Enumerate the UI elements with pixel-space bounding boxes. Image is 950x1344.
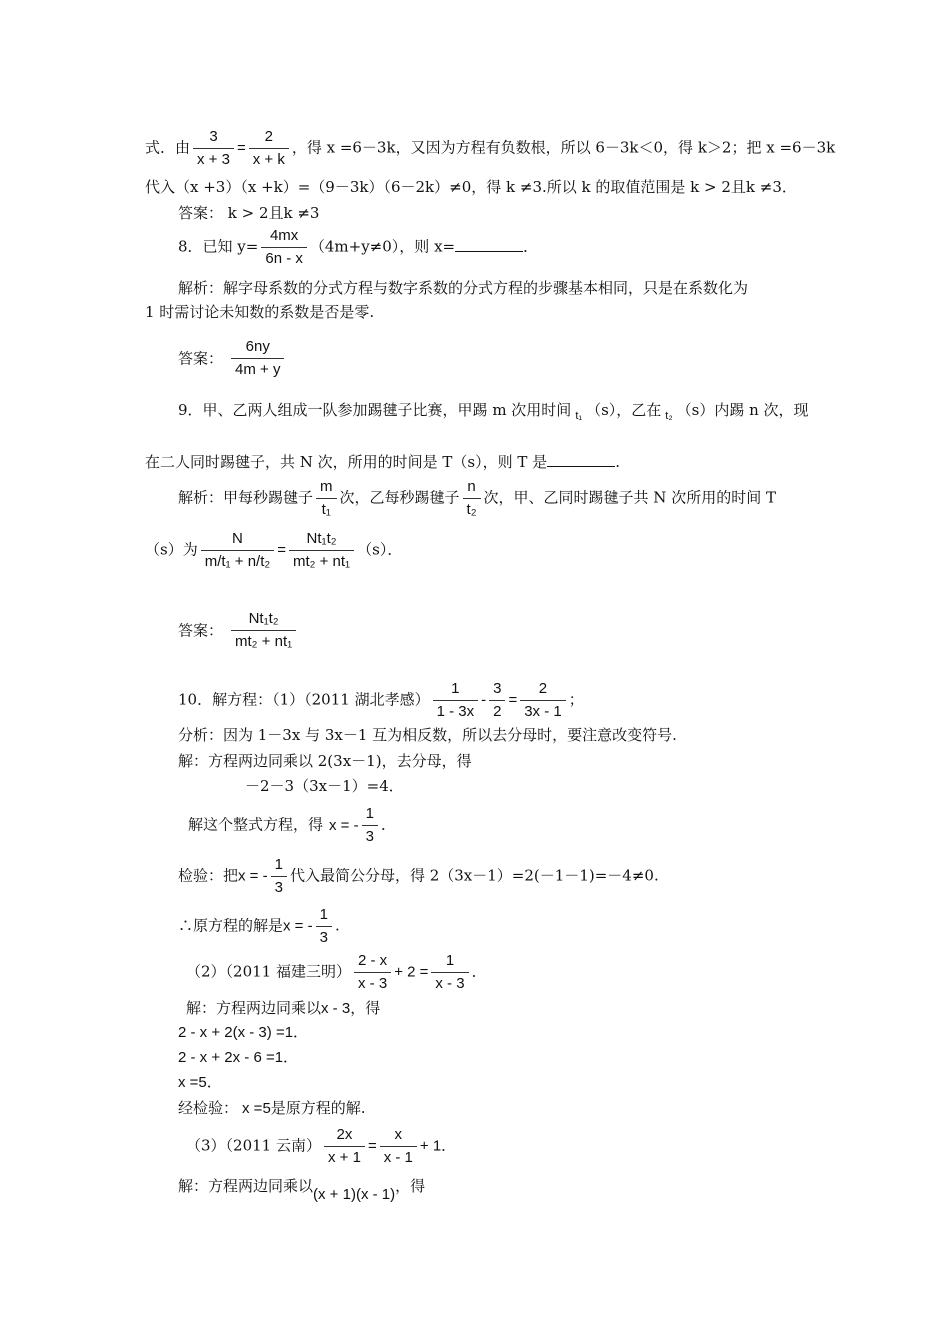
solution-step: 2 - x + 2x - 6 =1． — [178, 1049, 299, 1066]
text: 式．由 — [145, 138, 191, 157]
solution-step: x =5． — [178, 1074, 222, 1091]
fraction: $\frac{2}{x + k}$ — [249, 128, 289, 169]
answer-blank[interactable] — [547, 452, 615, 467]
solution-line: 解这个整式方程，得 x = - $\frac{1}{3}$ ． — [188, 805, 396, 845]
analysis-result: （s）为 $\frac{N}{\text{m/t₁ + n/t₂}}$ = $\frac{\text{Nt₁t₂}}{\text{mt₂ + nt₁}}$ （s）． — [145, 530, 403, 570]
analysis-line: 1 时需讨论未知数的系数是否是零. — [145, 303, 375, 321]
question-9: 9．甲、乙两人组成一队参加踢毽子比赛，甲踢 m 次用时间 $_{t_1}$ （s），乙在 $_{t_2}$ （s）内踢 n 次，现 — [178, 401, 809, 422]
question-8: 8．已知 y= $\frac{4mx}{6n - x}$ （4m+y≠0），则 x= ． — [178, 227, 539, 267]
answer-blank[interactable] — [455, 237, 523, 252]
answer-line: 答案： $\frac{6ny}{4m + y}$ — [178, 338, 287, 379]
solution-step: 2 - x + 2(x - 3) =1． — [178, 1024, 309, 1041]
analysis-line: 解析：甲每秒踢毽子 $\frac{m}{\text{t₁}}$ 次，乙每秒踢毽子 $\frac{n}{\text{t₂}}$ 次，甲、乙同时踢毽子共 N 次所用的时间 T — [178, 478, 776, 518]
question-9-cont: 在二人同时踢毽子，共 N 次，所用的时间是 T（s），则 T 是 . — [145, 453, 620, 471]
solution-line: 解：方程两边同乘以(x + 1)(x - 1)，得 — [178, 1177, 426, 1203]
answer-line: 答案： $\frac{\text{Nt₁t₂}}{\text{mt₂ + nt₁}}$ — [178, 610, 299, 651]
solution-step: －2－3（3x－1）=4． — [245, 777, 404, 795]
text-line: 式．由 $\frac{3}{x + 3}$ = $\frac{2}{x + k}$ ，得 x =6－3k，又因为方程有负数根，所以 6－3k＜0，得 k＞2；把 x =6－3k — [145, 128, 836, 168]
solution-line: 解：方程两边同乘以 2(3x－1)，去分母，得 — [178, 752, 472, 770]
text: ，得 x =6－3k，又因为方程有负数根，所以 6－3k＜0，得 k＞2；把 x =6－3k — [291, 138, 836, 157]
text-line: 代入（x +3）（x +k）=（9－3k）（6－2k）≠0，得 k ≠3.所以 k 的取值范围是 k > 2且k ≠3． — [145, 178, 797, 196]
question-10: 10．解方程：（1）（2011 湖北孝感） $\frac{1}{1 - 3x}$ - $\frac{3}{2}$ = $\frac{2}{3x - 1}$ ； — [178, 680, 584, 720]
answer-line: 答案： k > 2且k ≠3 — [178, 204, 320, 222]
conclusion-line: ∴原方程的解是x = - $\frac{1}{3}$ . — [178, 906, 340, 946]
fraction: $\frac{3}{x + 3}$ — [193, 128, 234, 169]
analysis-line: 解析：解字母系数的分式方程与数字系数的分式方程的步骤基本相同，只是在系数化为 — [178, 279, 749, 297]
check-line: 经检验： x =5是原方程的解. — [178, 1099, 366, 1117]
solution-line: 解：方程两边同乘以x - 3，得 — [186, 999, 381, 1017]
question-10-2: （2）（2011 福建三明） $\frac{2 - x}{x - 3}$ + 2 = $\frac{1}{x - 3}$ ． — [186, 952, 487, 992]
question-10-3: （3）（2011 云南） $\frac{2x}{x + 1}$ = $\frac{x}{x - 1}$ + 1． — [186, 1126, 457, 1166]
analysis-line: 分析：因为 1－3x 与 3x－1 互为相反数，所以去分母时，要注意改变符号. — [178, 726, 677, 744]
check-line: 检验：把x = - $\frac{1}{3}$ 代入最简公分母，得 2（3x－1）=2(－1－1)=－4≠0. — [178, 856, 659, 896]
